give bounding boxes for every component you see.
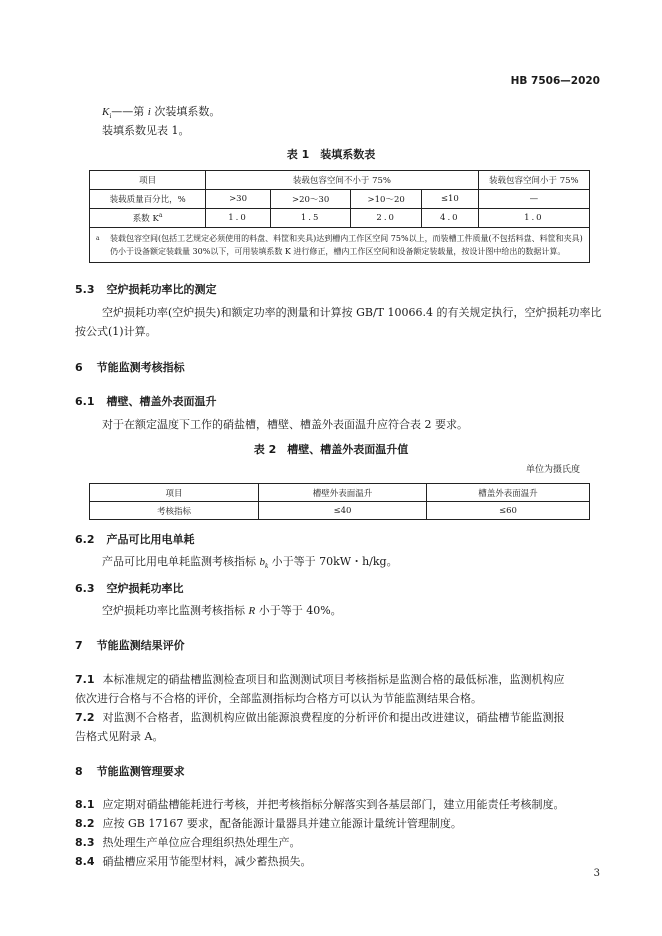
t1-row2-label-text: 系数 K bbox=[132, 214, 159, 224]
t1-cell: 1.0 bbox=[478, 209, 589, 228]
t2-cell: 考核指标 bbox=[90, 502, 259, 520]
t1-cell: 4.0 bbox=[421, 209, 478, 228]
section-number: 6.2 bbox=[75, 533, 95, 546]
section-6-heading bbox=[75, 359, 185, 375]
var-b-sub: k bbox=[265, 562, 269, 571]
t1-cell: 2.0 bbox=[351, 209, 422, 228]
section-number: 8.2 bbox=[75, 817, 95, 830]
section-8-heading bbox=[75, 763, 185, 779]
section-7-1 bbox=[75, 670, 605, 708]
section-6-3-text bbox=[102, 601, 342, 621]
t2-cell: ≤60 bbox=[427, 502, 590, 520]
section-6-3-heading bbox=[75, 580, 184, 596]
t1-footnote-mark: a bbox=[96, 235, 100, 242]
text-line: 对监测不合格者，监测机构应做出能源浪费程度的分析评价和提出改进建议，硝盐槽节能监测报 bbox=[102, 711, 565, 724]
t1-cell: >20～30 bbox=[270, 190, 351, 209]
text: 空炉损耗功率比监测考核指标 bbox=[102, 604, 249, 617]
section-number: 8.1 bbox=[75, 798, 95, 811]
section-number: 7.2 bbox=[75, 711, 95, 724]
section-number: 5.3 bbox=[75, 283, 95, 296]
t1-cell: 1.5 bbox=[270, 209, 351, 228]
section-number: 8.4 bbox=[75, 855, 95, 868]
t1-cell: 1.0 bbox=[206, 209, 271, 228]
page-number: 3 bbox=[593, 868, 600, 879]
symbol-k: K bbox=[102, 106, 110, 118]
section-6-1-heading bbox=[75, 393, 217, 409]
t1-footnote bbox=[90, 228, 590, 263]
section-title: 槽壁、槽盖外表面温升 bbox=[106, 395, 217, 408]
section-number: 8.3 bbox=[75, 836, 95, 849]
t2-header: 项目 bbox=[90, 484, 259, 502]
t2-header: 槽盖外表面温升 bbox=[427, 484, 590, 502]
text: 热处理生产单位应合理组织热处理生产。 bbox=[102, 836, 301, 849]
section-title: 节能监测管理要求 bbox=[96, 765, 185, 778]
section-8-3 bbox=[75, 833, 301, 852]
definition-suffix: 次装填系数。 bbox=[150, 105, 221, 118]
section-8-2 bbox=[75, 814, 462, 833]
var-b: b bbox=[259, 556, 265, 568]
section-title: 节能监测结果评价 bbox=[96, 639, 185, 652]
definition-prefix: ——第 bbox=[111, 105, 148, 118]
text: 硝盐槽应采用节能型材料，减少蓄热损失。 bbox=[102, 855, 312, 868]
table1-title: 表 1 装填系数表 bbox=[286, 148, 376, 161]
section-number: 7.1 bbox=[75, 673, 95, 686]
section-6-2-text bbox=[102, 552, 398, 576]
t2-header: 槽壁外表面温升 bbox=[259, 484, 427, 502]
definition-var: i bbox=[147, 106, 151, 118]
section-6-1-text: 对于在额定温度下工作的硝盐槽，槽壁、槽盖外表面温升应符合表 2 要求。 bbox=[102, 418, 468, 431]
t1-row2-label bbox=[90, 209, 206, 228]
section-7-heading bbox=[75, 637, 185, 653]
text: 应按 GB 17167 要求，配备能源计量器具并建立能源计量统计管理制度。 bbox=[102, 817, 462, 830]
symbol-k-sub: i bbox=[109, 112, 112, 121]
t1-header-ge75: 装载包容空间不小于 75% bbox=[206, 171, 478, 190]
table2 bbox=[89, 483, 590, 520]
text: 应定期对硝盐槽能耗进行考核，并把考核指标分解落实到各基层部门，建立用能责任考核制度。 bbox=[102, 798, 565, 811]
t1-row2-label-sup: a bbox=[158, 212, 163, 220]
t2-cell: ≤40 bbox=[259, 502, 427, 520]
text: 小于等于 40%。 bbox=[255, 604, 342, 617]
var-r: R bbox=[248, 605, 256, 617]
t1-cell: ≤10 bbox=[421, 190, 478, 209]
section-5-3-text: 空炉损耗功率(空炉损失)和额定功率的测量和计算按 GB/T 10066.4 的有关规定执行，空炉损耗功率比按公式(1)计算。 bbox=[75, 306, 602, 338]
section-7-2 bbox=[75, 708, 605, 746]
section-title: 产品可比用电单耗 bbox=[106, 533, 195, 546]
table1 bbox=[89, 170, 590, 263]
section-title: 空炉损耗功率比的测定 bbox=[106, 283, 217, 296]
section-number: 7 bbox=[75, 639, 83, 652]
t1-cell: — bbox=[478, 190, 589, 209]
section-8-4 bbox=[75, 852, 312, 871]
section-8-1 bbox=[75, 795, 565, 814]
t1-footnote-text: 装载包容空间(包括工艺规定必须使用的料盘、料筐和夹具)达到槽内工作区空间 75%以上，而装槽工件质量(不包括料盘、料筐和夹具)仍小于设备额定装载量 30%以下，可用装填系数 K 进行修正，槽内工作区空间和设备额定装载量，按设计图中给出的数据计算。 bbox=[110, 234, 583, 256]
doc-code: HB 7506—2020 bbox=[510, 75, 600, 87]
text-line: 告格式见附录 A。 bbox=[75, 730, 164, 743]
table2-title: 表 2 槽壁、槽盖外表面温升值 bbox=[253, 443, 409, 456]
t1-header-item: 项目 bbox=[90, 171, 206, 190]
text: 产品可比用电单耗监测考核指标 bbox=[102, 555, 260, 568]
section-number: 8 bbox=[75, 765, 83, 778]
section-number: 6 bbox=[75, 361, 83, 374]
table2-unit: 单位为摄氏度 bbox=[525, 465, 580, 475]
section-title: 节能监测考核指标 bbox=[96, 361, 185, 374]
section-6-2-heading bbox=[75, 531, 195, 547]
text-line: 本标准规定的硝盐槽监测检查项目和监测测试项目考核指标是监测合格的最低标准，监测机构应 bbox=[102, 673, 565, 686]
text: 小于等于 70kW・h/kg。 bbox=[268, 555, 398, 568]
t1-row1-label: 装载质量百分比，% bbox=[90, 190, 206, 209]
section-title: 空炉损耗功率比 bbox=[106, 582, 184, 595]
t1-cell: >30 bbox=[206, 190, 271, 209]
t1-header-lt75: 装载包容空间小于 75% bbox=[478, 171, 589, 190]
intro-table-ref: 装填系数见表 1。 bbox=[102, 124, 190, 137]
section-number: 6.1 bbox=[75, 395, 95, 408]
text-line: 依次进行合格与不合格的评价，全部监测指标均合格方可以认为节能监测结果合格。 bbox=[75, 692, 482, 705]
t1-cell: >10～20 bbox=[351, 190, 422, 209]
section-5-3-heading bbox=[75, 281, 217, 297]
section-number: 6.3 bbox=[75, 582, 95, 595]
